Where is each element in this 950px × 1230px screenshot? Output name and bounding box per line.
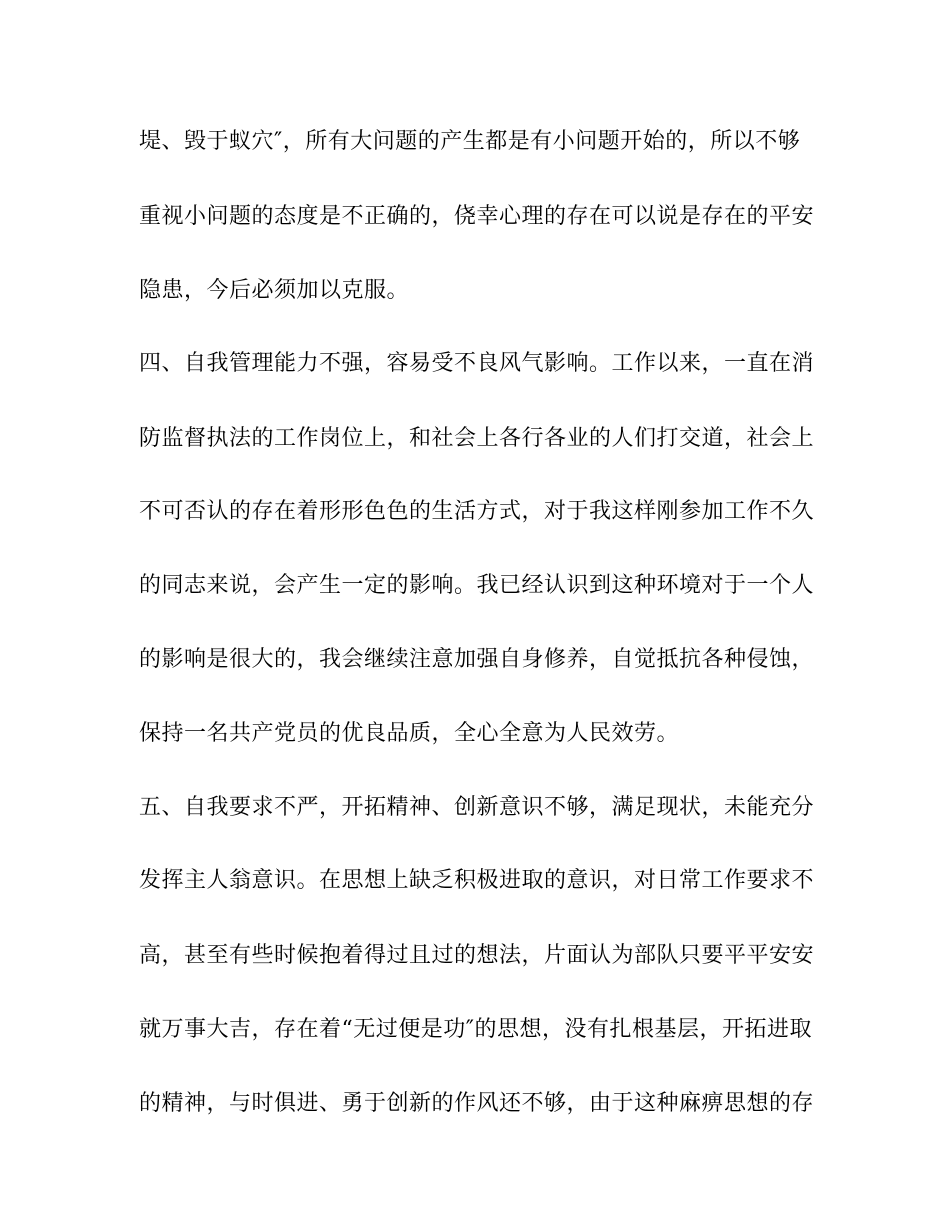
text-line: 重视小问题的态度是不正确的，侥幸心理的存在可以说是存在的平安	[139, 204, 815, 229]
text-line: 发挥主人翁意识。在思想上缺乏积极进取的意识，对日常工作要求不	[139, 868, 815, 893]
text-line: 的同志来说，会产生一定的影响。我已经认识到这种环境对于一个人	[139, 573, 815, 598]
text-line: 的精神，与时俱进、勇于创新的作风还不够，由于这种麻痹思想的存	[139, 1091, 815, 1116]
text-line: 隐患，今后必须加以克服。	[139, 278, 410, 303]
text-line: 的影响是很大的，我会继续注意加强自身修养，自觉抵抗各种侵蚀，	[139, 647, 815, 672]
text-line: 防监督执法的工作岗位上，和社会上各行各业的人们打交道，社会上	[139, 426, 815, 451]
text-line: 不可否认的存在着形形色色的生活方式，对于我这样刚参加工作不久	[139, 499, 815, 524]
text-line: 堤、毁于蚁穴″，所有大问题的产生都是有小问题开始的，所以不够	[139, 129, 801, 154]
text-line: 保持一名共产党员的优良品质，全心全意为人民效劳。	[139, 721, 680, 746]
text-line: 就万事大吉，存在着“无过便是功″的思想，没有扎根基层，开拓进取	[139, 1017, 812, 1042]
text-line: 高，甚至有些时候抱着得过且过的想法，片面认为部队只要平平安安	[139, 943, 815, 968]
text-line: 四、自我管理能力不强，容易受不良风气影响。工作以来，一直在消	[139, 351, 815, 376]
text-line: 五、自我要求不严，开拓精神、创新意识不够，满足现状，未能充分	[139, 795, 815, 820]
